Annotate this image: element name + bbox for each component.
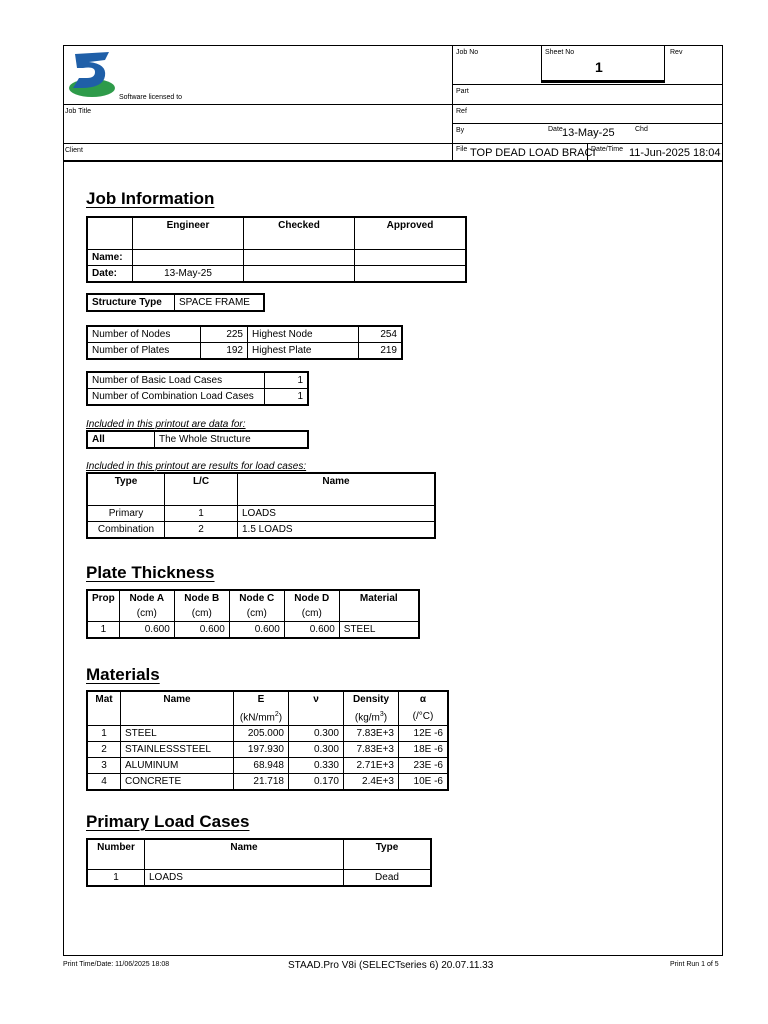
comb-lc-value: 1 [265,389,309,406]
included-data-table [86,430,309,449]
table-row: 4 CONCRETE 21.718 0.170 2.4E+3 10E -6 [87,774,448,791]
col-checked: Checked [244,217,355,249]
name-row-label: Name: [87,249,133,265]
plate-thickness-title: Plate Thickness [86,563,215,582]
table-row: 1 STEEL 205.000 0.300 7.83E+3 12E -6 [87,726,448,742]
rev-label: Rev [670,49,683,56]
date-row-label: Date: [87,265,133,282]
included-results-caption: Included in this printout are results for load cases: [86,461,307,472]
table-row: Combination 2 1.5 LOADS [87,521,435,538]
lc-header-name: Name [238,473,436,505]
comb-lc-label: Number of Combination Load Cases [87,389,265,406]
structure-type-value: SPACE FRAME [175,294,265,311]
file-label: File [456,146,468,153]
table-row: 1 0.600 0.600 0.600 0.600 STEEL [87,622,419,639]
unit-alpha: (/°C) [399,707,449,726]
materials-title: Materials [86,665,160,684]
job-title-label: Job Title [65,108,92,115]
materials-table: Mat Name E ν Density α $(kN/mm^2)$ $(kg/m^3)$ (/°C) 1 STEEL 205.000 0.300 7.83E+3 12E -6 2 STAINLESSSTEEL 197.930 0.300 7.83E+3 18E -6 3 ALUMINUM 68.948 0.330 2.71E+3 23E -6 4 CONCRETE 21.718 0.170 2.4E+3 10E -6 [86,690,449,791]
primary-load-cases-title: Primary Load Cases [86,812,250,831]
plates-value: 192 [201,343,248,360]
basic-lc-value: 1 [265,372,309,389]
all-value: The Whole Structure [155,431,309,448]
sheet-no: 1 [595,59,603,75]
table-row: 3 ALUMINUM 68.948 0.330 2.71E+3 23E -6 [87,758,448,774]
part-label: Part [456,88,469,95]
highest-node-label: Highest Node [248,326,359,343]
footer-version: STAAD.Pro V8i (SELECTseries 6) 20.07.11.33 [288,960,494,971]
unit-e: $(kN/mm^2)$ [234,707,289,726]
lc-header-lc: L/C [165,473,238,505]
job-info-title: Job Information [86,189,215,208]
ref-label: Ref [456,108,467,115]
client-label: Client [65,147,83,154]
primary-load-cases-table: Number Name Type 1 LOADS Dead [86,838,432,887]
col-approved: Approved [355,217,467,249]
all-label: All [87,431,155,448]
structure-type-table [86,293,265,312]
structure-type-label: Structure Type [87,294,175,311]
highest-node-value: 254 [359,326,403,343]
table-row: 2 STAINLESSSTEEL 197.930 0.300 7.83E+3 18E -6 [87,742,448,758]
date-label: Date [548,126,563,133]
nodes-plates-table [86,325,403,360]
plates-label: Number of Plates [87,343,201,360]
footer-print-run: Print Run 1 of 5 [670,961,719,968]
sheet-no-label: Sheet No [545,49,575,56]
col-engineer: Engineer [133,217,244,249]
highest-plate-label: Highest Plate [248,343,359,360]
unit-density: $(kg/m^3)$ [344,707,399,726]
engineer-date: 13-May-25 [133,265,244,282]
basic-lc-label: Number of Basic Load Cases [87,372,265,389]
licensed-label: Software licensed to [119,94,183,101]
plate-thickness-table: Prop Node A Node B Node C Node D Material (cm) (cm) (cm) (cm) 1 0.600 0.600 0.600 0.600 STEEL [86,589,420,639]
load-case-count-table [86,371,309,406]
chd-label: Chd [635,126,648,133]
staad-logo [67,48,117,100]
highest-plate-value: 219 [359,343,403,360]
footer-print-time: Print Time/Date: 11/06/2025 18:08 [63,961,170,968]
nodes-value: 225 [201,326,248,343]
date-value: 13-May-25 [562,127,615,139]
title-block [63,45,723,162]
nodes-label: Number of Nodes [87,326,201,343]
included-data-caption: Included in this printout are data for: [86,419,246,430]
job-no-label: Job No [456,49,479,56]
file-value: TOP DEAD LOAD BRACI [470,147,596,159]
load-case-table [86,472,436,539]
by-label: By [456,127,465,134]
lc-header-type: Type [87,473,165,505]
datetime-value: 11-Jun-2025 18:04 [629,147,721,159]
job-info-table [86,216,467,283]
table-row: 1 LOADS Dead [87,869,431,886]
table-row: Primary 1 LOADS [87,505,435,521]
datetime-label: Date/Time [591,146,624,153]
